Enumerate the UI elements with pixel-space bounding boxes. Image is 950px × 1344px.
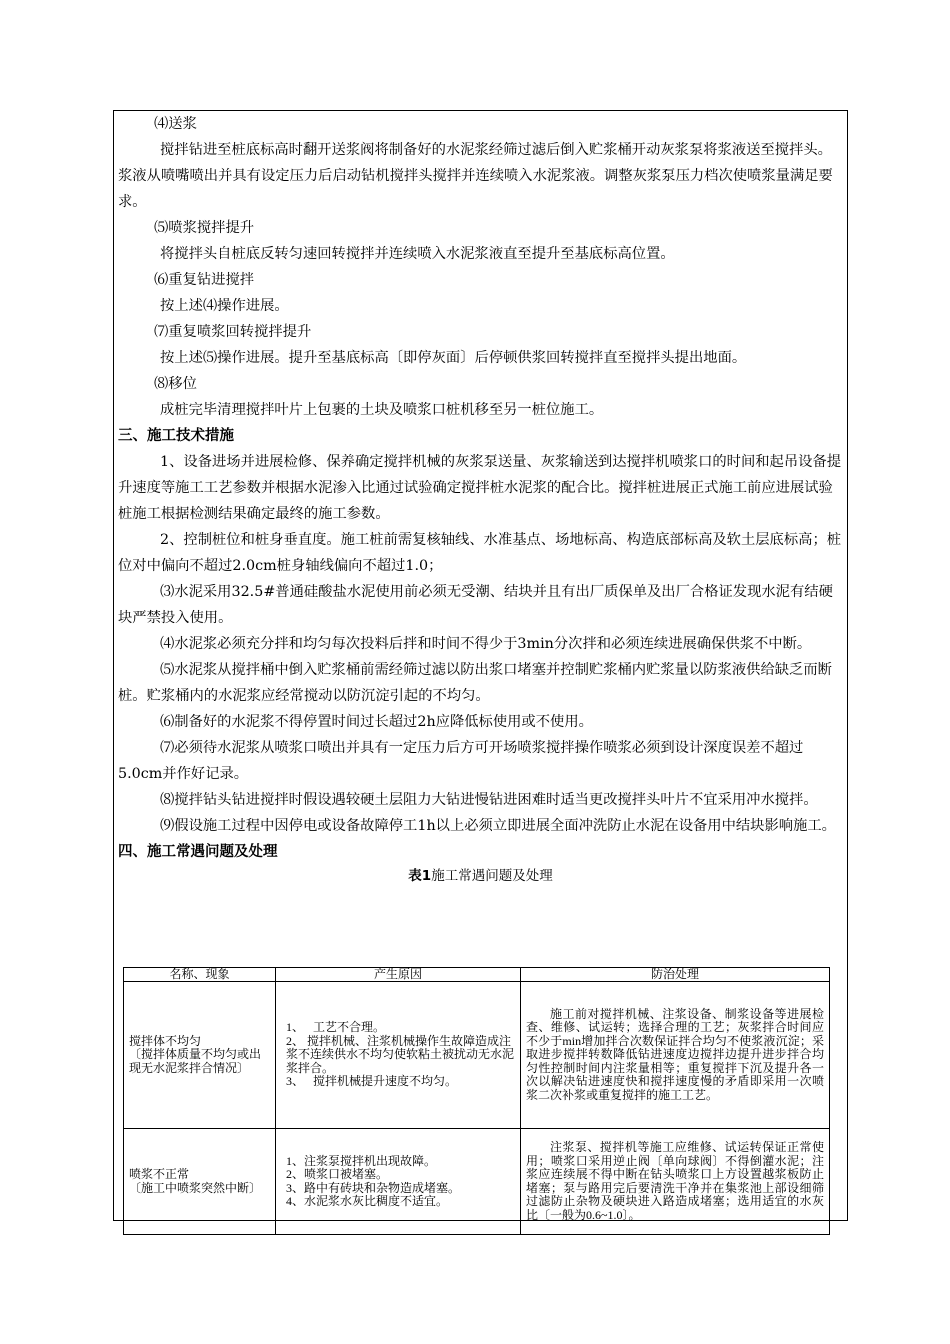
cause-item: 3、路中有砖块和杂物造成堵塞。 bbox=[286, 1180, 461, 1195]
step-6-body: 按上述⑷操作进展。 bbox=[160, 298, 289, 314]
column-header: 防治处理 bbox=[521, 968, 830, 982]
table-row bbox=[124, 1129, 830, 1235]
step-5-body: 将搅拌头自桩底反转匀速回转搅拌并连续喷入水泥浆液直至提升至基底标高位置。 bbox=[160, 246, 675, 262]
column-header: 名称、现象 bbox=[124, 968, 276, 982]
document-body bbox=[118, 111, 843, 885]
cause-item: 1、 工艺不合理。 bbox=[286, 1020, 386, 1035]
cause-item: 3、 搅拌机械提升速度不均匀。 bbox=[286, 1074, 458, 1089]
issue-name-cell bbox=[124, 1129, 276, 1235]
section-3-item: ⑷水泥浆必须充分拌和均匀每次投料后拌和时间不得少于3min分次拌和必须连续进展确保供浆不中断。 bbox=[160, 636, 812, 652]
section-3-item: ⑼假设施工过程中因停电或设备故障停工1h以上必须立即进展全面冲洗防止水泥在设备用中结块影响施工。 bbox=[160, 818, 836, 834]
step-5-title: ⑸喷浆搅拌提升 bbox=[154, 220, 255, 236]
table-caption-number: 表1 bbox=[408, 868, 432, 884]
section-3-item: ⑶水泥采用32.5#普通硅酸盐水泥使用前必须无受潮、结块并且有出厂质保单及出厂合格证发现水泥有结硬块严禁投入使用。 bbox=[118, 584, 833, 626]
table-row bbox=[124, 982, 830, 1129]
table-caption-text: 施工常遇问题及处理 bbox=[431, 868, 553, 884]
issue-cause-cell bbox=[276, 1129, 521, 1235]
issue-name: 喷浆不正常 bbox=[129, 1167, 190, 1181]
section-3-item: 1、设备进场并进展检修、保养确定搅拌机械的灰浆泵送量、灰浆输送到达搅拌机喷浆口的时间和起吊设备提升速度等施工工艺参数并根据水泥渗入比通过试验确定搅拌桩水泥浆的配合比。搅拌桩进展正式施工前应进展试验桩施工根据检测结果确定最终的施工参数。 bbox=[118, 454, 842, 522]
step-4-title: ⑷送浆 bbox=[154, 116, 197, 132]
step-4-body: 搅拌钻进至桩底标高时翻开送浆阀将制备好的水泥浆经筛过滤后倒入贮浆桶开动灰浆泵将浆液送至搅拌头。浆液从喷嘴喷出并具有设定压力后启动钻机搅拌头搅拌并连续喷入水泥浆液。调整灰浆泵压力档次使喷浆量满足要求。 bbox=[118, 142, 833, 210]
section-3-item: ⑹制备好的水泥浆不得停置时间过长超过2h应降低标使用或不使用。 bbox=[160, 714, 593, 730]
issue-remedy-cell: 注浆泵、搅拌机等施工应维修、试运转保证正常使用；喷浆口采用逆止阀〔单向球阀〕不得倒灌水泥；注浆应连续展不得中断在钻头喷浆口上方设置越浆板防止堵塞；泵与路用完后要清洗干净并在集浆池上部设细筛过滤防止杂物及硬块进入路造成堵塞；选用适宜的水灰比〔一般为0.6~1.0〕。 bbox=[521, 1129, 830, 1235]
section-3-item: ⑻搅拌钻头钻进搅拌时假设遇较硬土层阻力大钻进慢钻进困难时适当更改搅拌头叶片不宜采用冲水搅拌。 bbox=[160, 792, 818, 808]
step-6-title: ⑹重复钻进搅拌 bbox=[154, 272, 255, 288]
cause-item: 2、 搅拌机械、注浆机械操作生故障造成注浆不连续供水不均匀使软粘土被扰动无水泥浆拌合。 bbox=[286, 1033, 515, 1075]
issue-remedy-cell: 施工前对搅拌机械、注浆设备、制浆设备等进展检查、维修、试运转；选择合理的工艺；灰浆拌合时间应不少于min增加拌合次数保证拌合均匀不使浆液沉淀；采取进步搅拌转数降低钻进速度边搅拌边提升进步拌合均匀性控制时间内注浆量相等；重复搅拌下沉及提升各一次以解决钻进速度快和搅拌速度慢的矛盾即采用一次喷浆二次补浆或重复搅拌的施工工艺。 bbox=[521, 982, 830, 1129]
table-caption bbox=[118, 867, 843, 885]
cause-item: 2、喷浆口被堵塞。 bbox=[286, 1167, 389, 1181]
section-3-heading: 三、施工技术措施 bbox=[118, 428, 234, 444]
section-3-item: 2、控制桩位和桩身垂直度。施工桩前需复核轴线、水准基点、场地标高、构造底部标高及软土层底标高；桩位对中偏向不超过2.0cm桩身轴线偏向不超过1.0； bbox=[118, 532, 842, 574]
table-header-row bbox=[124, 968, 830, 982]
issue-name-detail: 〔搅拌体质量不均匀或出现无水泥浆拌合情况〕 bbox=[129, 1047, 262, 1075]
issue-name-detail: 〔施工中喷浆突然中断〕 bbox=[129, 1180, 262, 1195]
section-3-item: ⑸水泥浆从搅拌桶中倒入贮浆桶前需经筛过滤以防出浆口堵塞并控制贮浆桶内贮浆量以防浆液供给缺乏而断桩。贮浆桶内的水泥浆应经常搅动以防沉淀引起的不均匀。 bbox=[118, 662, 832, 704]
cause-item: 4、水泥浆水灰比稠度不适宜。 bbox=[286, 1194, 449, 1208]
section-3-item: ⑺必须待水泥浆从喷浆口喷出并具有一定压力后方可开场喷浆搅拌操作喷浆必须到设计深度误差不超过5.0cm并作好记录。 bbox=[118, 740, 804, 782]
issue-name-cell bbox=[124, 982, 276, 1129]
cause-item: 1、注浆泵搅拌机出现故障。 bbox=[286, 1153, 437, 1168]
issues-table bbox=[123, 967, 830, 1235]
issue-name: 搅拌体不均匀 bbox=[129, 1033, 202, 1048]
document-frame bbox=[113, 110, 848, 1221]
step-8-body: 成桩完毕清理搅拌叶片上包裹的土块及喷浆口桩机移至另一桩位施工。 bbox=[160, 402, 604, 418]
section-4-heading: 四、施工常遇问题及处理 bbox=[118, 844, 278, 860]
step-8-title: ⑻移位 bbox=[154, 376, 197, 392]
issue-cause-cell bbox=[276, 982, 521, 1129]
column-header: 产生原因 bbox=[276, 968, 521, 982]
step-7-body: 按上述⑸操作进展。提升至基底标高〔即停灰面〕后停顿供浆回转搅拌直至搅拌头提出地面。 bbox=[160, 350, 747, 366]
step-7-title: ⑺重复喷浆回转搅拌提升 bbox=[154, 324, 312, 340]
